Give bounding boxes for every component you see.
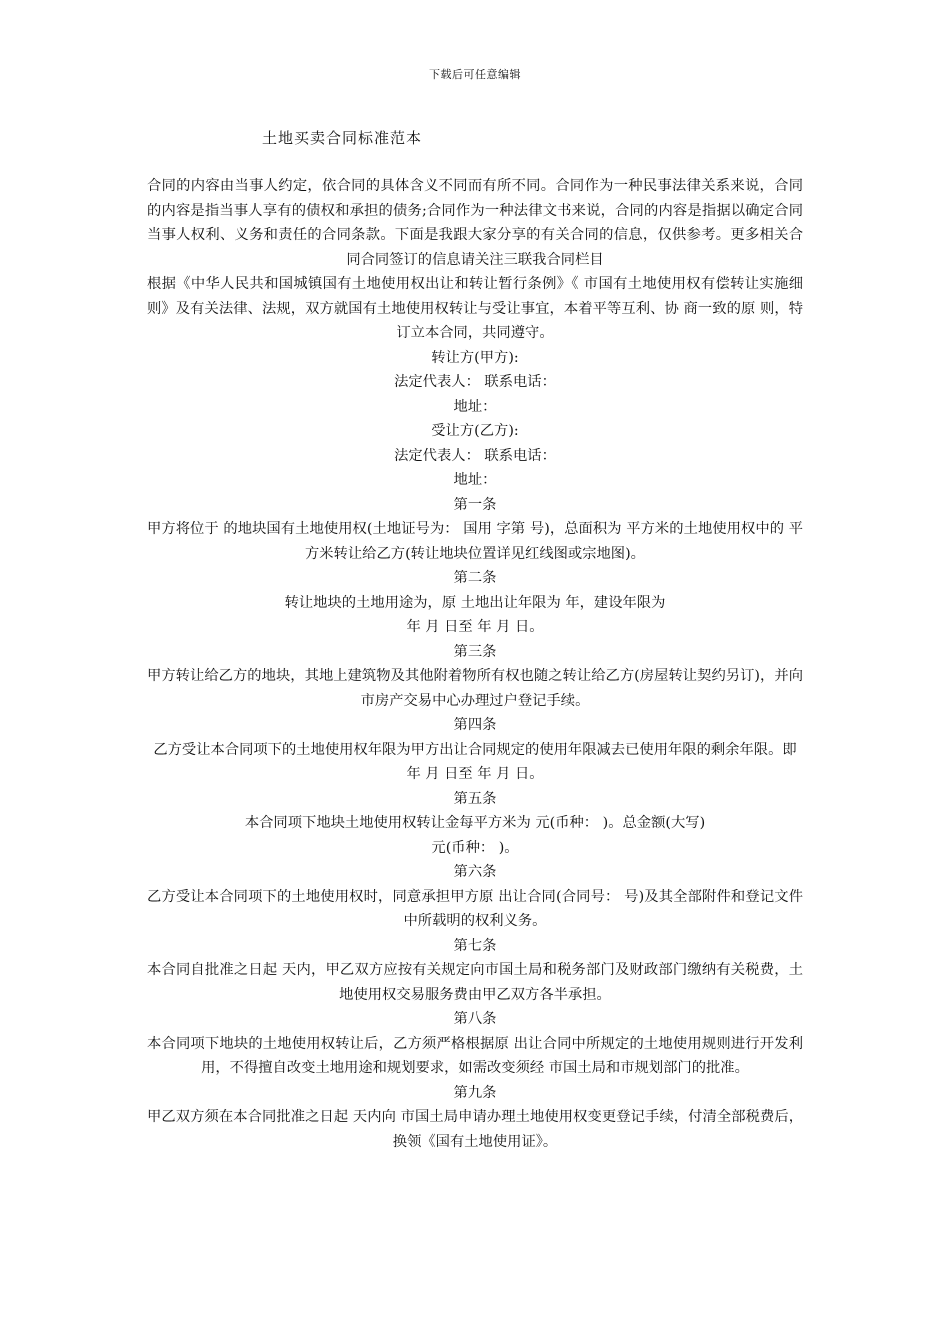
clause-3-heading: 第三条	[453, 643, 497, 660]
transferor-representative: 法定代表人： 联系电话：	[394, 374, 556, 390]
document-body	[147, 174, 803, 1154]
clause-6-heading: 第六条	[453, 864, 497, 880]
clause-3-text: 甲方转让给乙方的地块，其地上建筑物及其他附着物所有权也随之转让给乙方(房屋转让契约另订)，并向 市房产交易中心办理过户登记手续。	[147, 668, 803, 709]
transferor-label: 转让方(甲方):	[431, 349, 519, 366]
clause-2-text: 转让地块的土地用途为，原 土地出让年限为 年，建设年限为	[284, 594, 666, 611]
transferee-representative: 法定代表人： 联系电话：	[394, 447, 556, 464]
clause-9-text: 甲乙双方须在本合同批准之日起 天内向 市国土局申请办理土地使用权变更登记手续，付清全部税费后，换领《国有土地使用证》。	[147, 1109, 803, 1150]
clause-5-amount: 元(币种： )。	[431, 839, 519, 856]
clause-9-heading: 第九条	[453, 1084, 497, 1101]
clause-7-heading: 第七条	[453, 937, 497, 954]
clause-7-text: 本合同自批准之日起 天内，甲乙双方应按有关规定向市国土局和税务部门及财政部门缴纳有关税费，土地使用权交易服务费由甲乙双方各半承担。	[147, 962, 803, 1003]
clause-1-heading: 第一条	[453, 496, 497, 513]
clause-8-text: 本合同项下地块的土地使用权转让后，乙方须严格根据原 出让合同中所规定的土地使用规则进行开发利用，不得擅自改变土地用途和规划要求，如需改变须经 市国土局和市规划部门的批准。	[147, 1035, 803, 1076]
document-title: 土地买卖合同标准范本	[262, 129, 423, 147]
basis-paragraph: 根据《中华人民共和国城镇国有土地使用权出让和转让暂行条例》《 市国有土地使用权有偿转让实施细则》及有关法律、法规，双方就国有土地使用权转让与受让事宜，本着平等互利、协 商一致的原 则，特订立本合同，共同遵守。	[147, 276, 803, 341]
clause-4-period: 年 月 日至 年 月 日。	[406, 766, 544, 782]
clause-2-period: 年 月 日至 年 月 日。	[406, 619, 544, 635]
transferor-address: 地址：	[453, 398, 497, 415]
clause-4-heading: 第四条	[453, 717, 497, 733]
clause-2-heading: 第二条	[453, 570, 497, 586]
clause-8-heading: 第八条	[453, 1011, 497, 1027]
transferee-address: 地址：	[453, 472, 497, 488]
clause-5-heading: 第五条	[453, 790, 497, 807]
clause-5-text: 本合同项下地块土地使用权转让金每平方米为 元(币种： )。总金额(大写)	[244, 815, 706, 831]
intro-paragraph: 合同的内容由当事人约定，依合同的具体含义不同而有所不同。合同作为一种民事法律关系来说，合同的内容是指当事人享有的债权和承担的债务;合同作为一种法律文书来说，合同的内容是指据以确定合同当事人权利、义务和责任的合同条款。下面是我跟大家分享的有关合同的信息，仅供参考。更多相关合同合同签订的信息请关注三联我合同栏目	[147, 178, 803, 268]
transferee-label: 受让方(乙方):	[431, 423, 519, 439]
header-note: 下载后可任意编辑	[429, 68, 521, 81]
clause-6-text: 乙方受让本合同项下的土地使用权时，同意承担甲方原 出让合同(合同号： 号)及其全部附件和登记文件中所载明的权利义务。	[147, 888, 803, 929]
clause-1-text: 甲方将位于 的地块国有土地使用权(土地证号为： 国用 字第 号)，总面积为 平方米的土地使用权中的 平方米转让给乙方(转让地块位置详见红线图或宗地图)。	[147, 521, 803, 562]
clause-4-text: 乙方受让本合同项下的土地使用权年限为甲方出让合同规定的使用年限减去已使用年限的剩余年限。即	[153, 741, 797, 758]
